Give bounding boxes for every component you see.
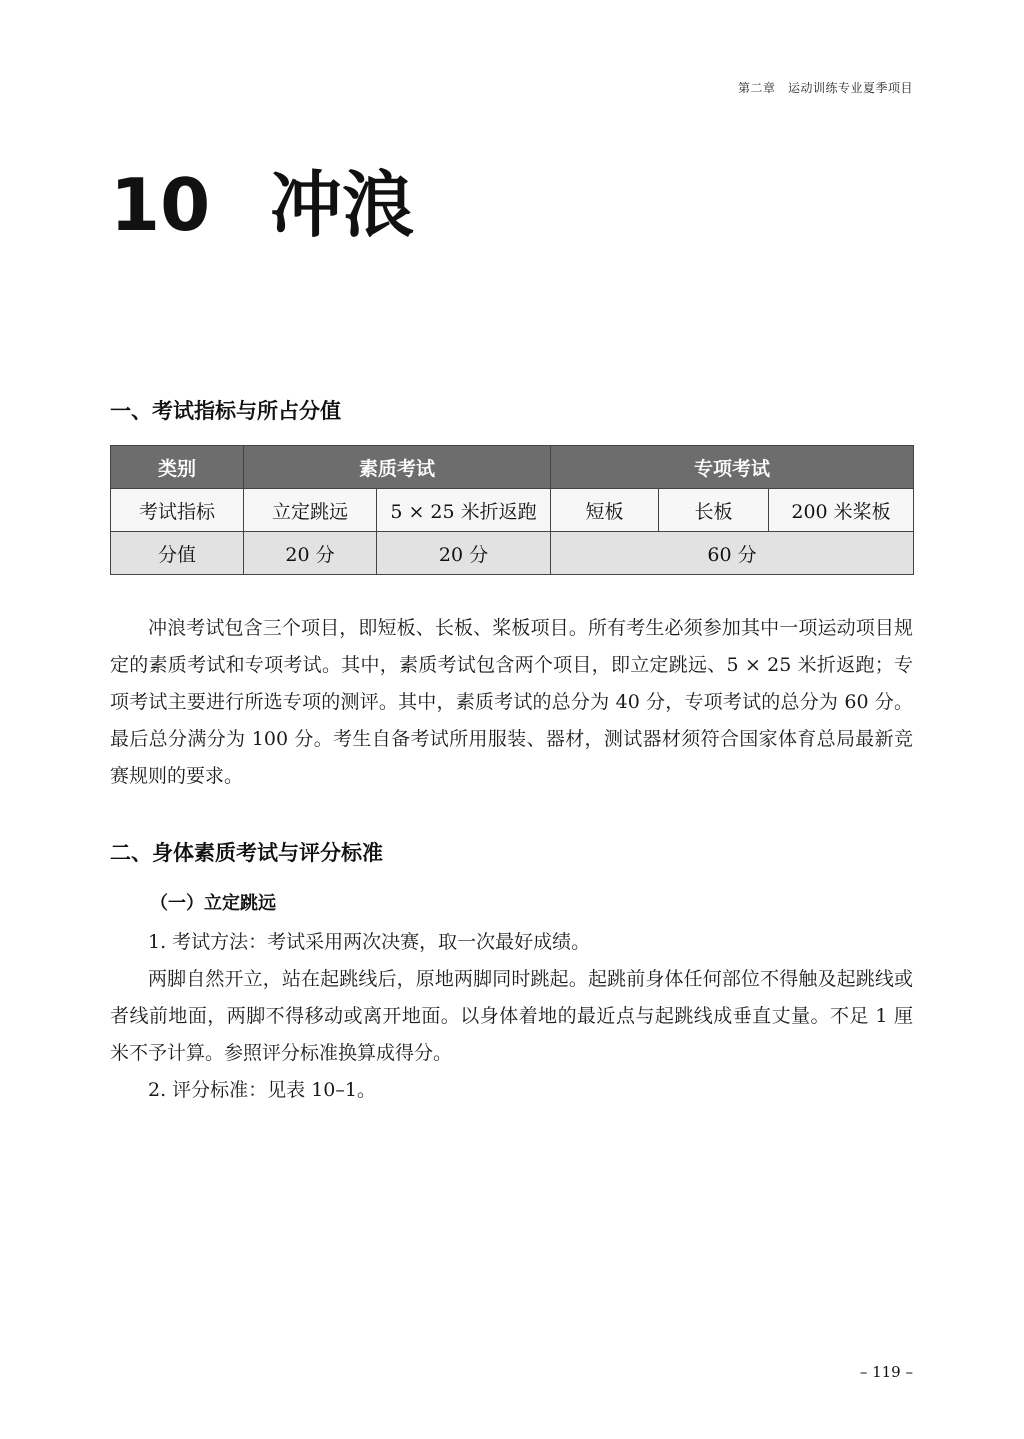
table-header-row (111, 446, 914, 489)
table-cell: 分值 (111, 532, 244, 575)
table-row (111, 489, 914, 532)
section-heading-exam-indicators: 一、考试指标与所占分值 (110, 399, 341, 423)
table-cell: 20 分 (377, 532, 551, 575)
table-cell: 考试指标 (111, 489, 244, 532)
chapter-name: 冲浪 (270, 163, 415, 247)
description-paragraph: 两脚自然开立，站在起跳线后，原地两脚同时跳起。起跳前身体任何部位不得触及起跳线或者线前地面，两脚不得移动或离开地面。以身体着地的最近点与起跳线成垂直丈量。不足 1 厘米不予计算。参照评分标准换算成得分。 (110, 968, 913, 1064)
chapter-title (110, 160, 414, 250)
table-cell: 长板 (659, 489, 769, 532)
running-header: 第二章 运动训练专业夏季项目 (737, 81, 913, 95)
exam-score-table (110, 445, 914, 575)
section-heading-physical-exam: 二、身体素质考试与评分标准 (110, 841, 383, 865)
subsection-heading: （一）立定跳远 (150, 893, 276, 914)
table-cell: 60 分 (551, 532, 914, 575)
method-line: 1. 考试方法：考试采用两次决赛，取一次最好成绩。 (148, 931, 591, 953)
chapter-number: 10 (110, 163, 211, 247)
table-cell: 素质考试 (244, 446, 551, 489)
table-cell: 200 米桨板 (769, 489, 914, 532)
table-cell: 20 分 (244, 532, 377, 575)
scoring-line: 2. 评分标准：见表 10–1。 (148, 1079, 376, 1101)
table-cell: 类别 (111, 446, 244, 489)
table-cell: 5 × 25 米折返跑 (377, 489, 551, 532)
exam-overview-paragraph (110, 610, 913, 795)
page-number: – 119 – (859, 1363, 913, 1381)
paragraph: 冲浪考试包含三个项目，即短板、长板、桨板项目。所有考生必须参加其中一项运动项目规定的素质考试和专项考试。其中，素质考试包含两个项目，即立定跳远、5 × 25 米折返跑；专项考试主要进行所选专项的测评。其中，素质考试的总分为 40 分，专项考试的总分为 60 分。最后总分满分为 100 分。考生自备考试所用服装、器材，测试器材须符合国家体育总局最新竞赛规则的要求。 (110, 617, 913, 787)
table-cell: 专项考试 (551, 446, 914, 489)
table-row (111, 532, 914, 575)
table-cell: 立定跳远 (244, 489, 377, 532)
table-cell: 短板 (551, 489, 659, 532)
standing-jump-text (110, 924, 913, 1109)
